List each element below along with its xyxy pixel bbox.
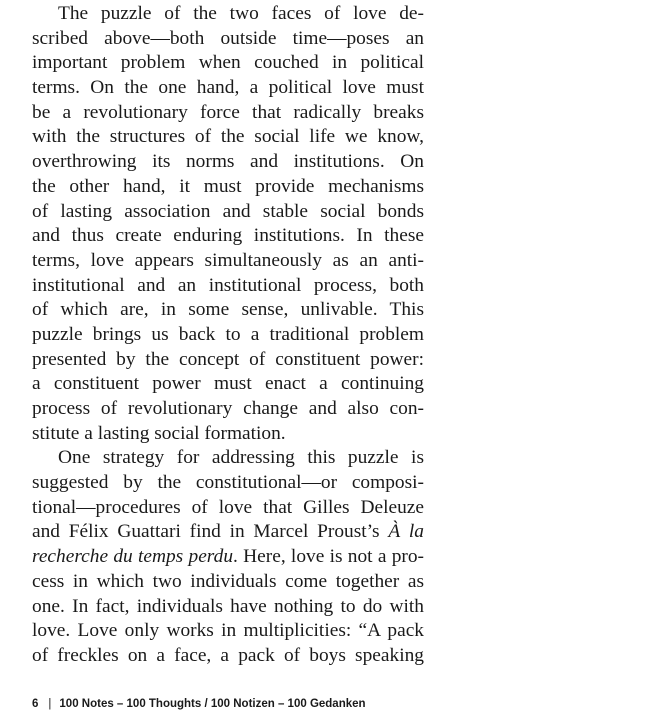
paragraph-1-line: The puzzle of the two faces of love de- — [58, 3, 424, 24]
paragraph-2-line: love. Love only works in multiplicities: “A pack — [32, 620, 424, 642]
paragraph-1-line: puzzle brings us back to a traditional problem — [32, 323, 424, 345]
paragraph-1-line: and thus create enduring institutions. In these — [32, 225, 424, 247]
paragraph-1-line: a constituent power must enact a continuing — [32, 373, 424, 395]
paragraph-2-line: one. In fact, individuals have nothing to do with — [32, 595, 424, 617]
paragraph-1-line: presented by the concept of constituent power: — [32, 348, 424, 370]
paragraph-1-line: terms, love appears simultaneously as an anti- — [32, 249, 424, 271]
paragraph-2-line: cess in which two individuals come together as — [32, 570, 424, 592]
paragraph-1-line: with the structures of the social life we know, — [32, 126, 424, 148]
paragraph-1-line: of lasting association and stable social bonds — [32, 200, 424, 222]
paragraph-2-line: suggested by the constitutional—or composi- — [32, 472, 424, 494]
paragraph-1-line: scribed above—both outside time—poses an — [32, 27, 424, 49]
line-text: . Here, love is not a pro- — [233, 546, 424, 568]
paragraph-2-line: tional—procedures of love that Gilles Deleuze — [32, 496, 424, 518]
page-footer — [32, 696, 366, 712]
paragraph-1-line: terms. On the one hand, a political love must — [32, 77, 424, 99]
paragraph-1-line: be a revolutionary force that radically breaks — [32, 101, 424, 123]
series-title: 100 Notes – 100 Thoughts / 100 Notizen – 100 Gedanken — [59, 698, 366, 710]
paragraph-2-line: One strategy for addressing this puzzle is — [58, 447, 424, 469]
paragraph-1-line: process of revolutionary change and also con- — [32, 398, 424, 419]
paragraph-1-line: overthrowing its norms and institutions. On — [32, 151, 424, 173]
italic-book-title: À la — [388, 521, 424, 543]
paragraph-1-line: the other hand, it must provide mechanisms — [32, 175, 424, 197]
paragraph-1-line: institutional and an institutional process, both — [32, 274, 424, 296]
paragraph-1-line: stitute a lasting social formation. — [32, 422, 286, 444]
body-text — [32, 2, 424, 669]
paragraph-1-line: of which are, in some sense, unlivable. This — [32, 299, 424, 321]
page-number: 6 — [32, 698, 39, 710]
paragraph-2-line — [32, 545, 424, 570]
paragraph-2-line: of freckles on a face, a pack of boys speaking — [32, 644, 424, 666]
paragraph-1-line: important problem when couched in political — [32, 52, 424, 74]
line-text: and Félix Guattari find in Marcel Proust’s — [32, 521, 389, 543]
italic-book-title: recherche du temps perdu — [32, 546, 234, 568]
footer-separator: | — [48, 698, 52, 710]
paragraph-2-line — [32, 520, 424, 545]
